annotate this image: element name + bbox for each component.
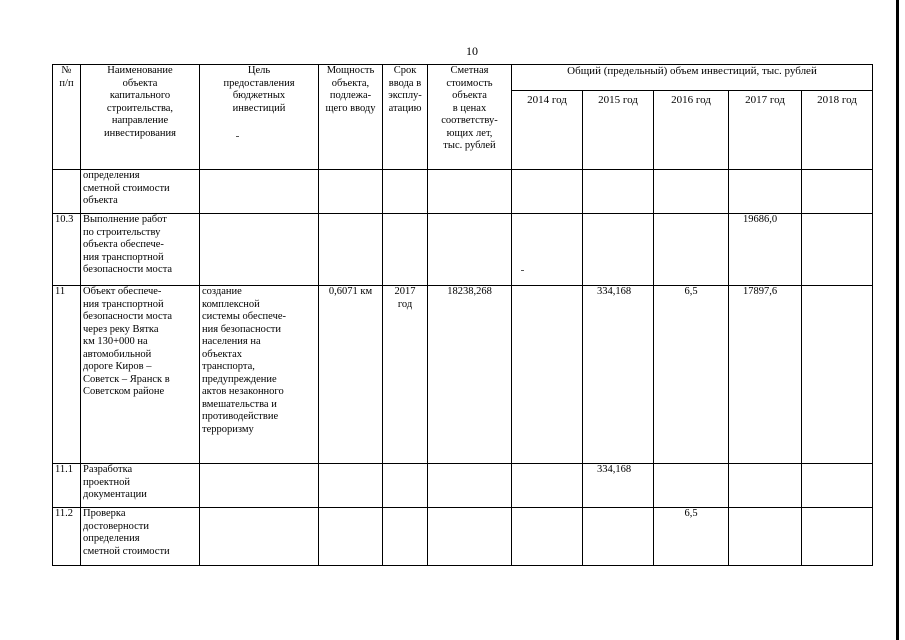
header-term xyxy=(383,65,428,170)
table-row xyxy=(53,508,873,566)
row-2018 xyxy=(802,508,873,566)
row-2016: 6,5 xyxy=(654,508,729,566)
row-name-text: Проверка достоверности определения сметной стоимости xyxy=(83,508,170,557)
header-year-2018: 2018 год xyxy=(802,91,873,170)
row-2014 xyxy=(512,286,583,464)
row-cost xyxy=(428,508,512,566)
row-2018 xyxy=(802,170,873,214)
row-2018 xyxy=(802,286,873,464)
header-cost-label: Сметная стоимость объекта в ценах соответству- ющих лет, тыс. рублей xyxy=(441,65,498,151)
row-2016 xyxy=(654,464,729,508)
header-capacity xyxy=(319,65,383,170)
row-2015: 334,168 xyxy=(583,286,654,464)
row-name xyxy=(81,464,200,508)
row-capacity xyxy=(319,464,383,508)
header-num xyxy=(53,65,81,170)
row-capacity xyxy=(319,170,383,214)
row-2017: 17897,6 xyxy=(729,286,802,464)
row-goal xyxy=(200,214,319,286)
table-header xyxy=(53,65,873,170)
header-goal xyxy=(200,65,319,170)
row-term xyxy=(383,508,428,566)
row-goal xyxy=(200,464,319,508)
header-name-label: Наименование объекта капитального строительства, направление инвестирования xyxy=(104,65,176,139)
scan-speck xyxy=(521,270,524,271)
row-2015 xyxy=(583,214,654,286)
table-row xyxy=(53,170,873,214)
row-cost xyxy=(428,464,512,508)
row-capacity xyxy=(319,508,383,566)
row-2017 xyxy=(729,464,802,508)
scan-edge-shadow xyxy=(896,0,899,640)
row-capacity: 0,6071 км xyxy=(319,286,383,464)
row-cost xyxy=(428,214,512,286)
header-year-2014: 2014 год xyxy=(512,91,583,170)
table-body xyxy=(53,170,873,566)
row-num: 11 xyxy=(53,286,81,464)
row-num: 11.1 xyxy=(53,464,81,508)
row-2017 xyxy=(729,508,802,566)
row-capacity xyxy=(319,214,383,286)
row-goal xyxy=(200,286,319,464)
row-name xyxy=(81,170,200,214)
row-2015: 334,168 xyxy=(583,464,654,508)
header-investment-group: Общий (предельный) объем инвестиций, тыс. рублей xyxy=(512,65,873,91)
row-name xyxy=(81,286,200,464)
scan-speck xyxy=(236,136,239,137)
row-cost xyxy=(428,170,512,214)
row-2014 xyxy=(512,214,583,286)
page-number: 10 xyxy=(466,44,478,58)
row-name xyxy=(81,508,200,566)
row-name-text: определения сметной стоимости объекта xyxy=(83,170,170,206)
row-2017: 19686,0 xyxy=(729,214,802,286)
table-row xyxy=(53,286,873,464)
row-name-text: Разработка проектной документации xyxy=(83,464,147,500)
row-term xyxy=(383,170,428,214)
header-year-2015: 2015 год xyxy=(583,91,654,170)
row-name xyxy=(81,214,200,286)
header-name xyxy=(81,65,200,170)
header-capacity-label: Мощность объекта, подлежа- щего вводу xyxy=(325,65,376,114)
header-cost xyxy=(428,65,512,170)
row-term-text: 2017 год xyxy=(394,286,416,310)
row-2014 xyxy=(512,508,583,566)
row-2016 xyxy=(654,170,729,214)
investment-table xyxy=(52,64,873,566)
row-goal xyxy=(200,508,319,566)
row-2015 xyxy=(583,508,654,566)
row-num: 11.2 xyxy=(53,508,81,566)
table-row xyxy=(53,214,873,286)
header-year-2017: 2017 год xyxy=(729,91,802,170)
row-goal-text: создание комплексной системы обеспече- ния безопасности населения на объектах транспорта, предупреждение актов незаконного вмешательства и противодействие терроризму xyxy=(202,286,287,435)
table-row xyxy=(53,464,873,508)
row-2017 xyxy=(729,170,802,214)
row-cost: 18238,268 xyxy=(428,286,512,464)
row-2014 xyxy=(512,464,583,508)
row-2014 xyxy=(512,170,583,214)
row-2018 xyxy=(802,214,873,286)
row-name-text: Выполнение работ по строительству объекта обеспече- ния транспортной безопасности моста xyxy=(83,214,173,275)
row-2015 xyxy=(583,170,654,214)
row-term xyxy=(383,464,428,508)
row-2018 xyxy=(802,464,873,508)
header-num-label: № п/п xyxy=(59,65,74,89)
row-term xyxy=(383,286,428,464)
row-2016: 6,5 xyxy=(654,286,729,464)
header-goal-label: Цель предоставления бюджетных инвестиций xyxy=(223,65,295,114)
row-num xyxy=(53,170,81,214)
investment-table-wrapper xyxy=(52,64,873,566)
row-term xyxy=(383,214,428,286)
row-name-text: Объект обеспече- ния транспортной безопасности моста через реку Вятка км 130+000 на автомобильной дороге Киров – Советск – Яранск в Советском районе xyxy=(83,286,173,397)
header-year-2016: 2016 год xyxy=(654,91,729,170)
header-term-label: Срок ввода в эксплу- атацию xyxy=(388,65,422,114)
row-num: 10.3 xyxy=(53,214,81,286)
row-goal xyxy=(200,170,319,214)
row-2016 xyxy=(654,214,729,286)
